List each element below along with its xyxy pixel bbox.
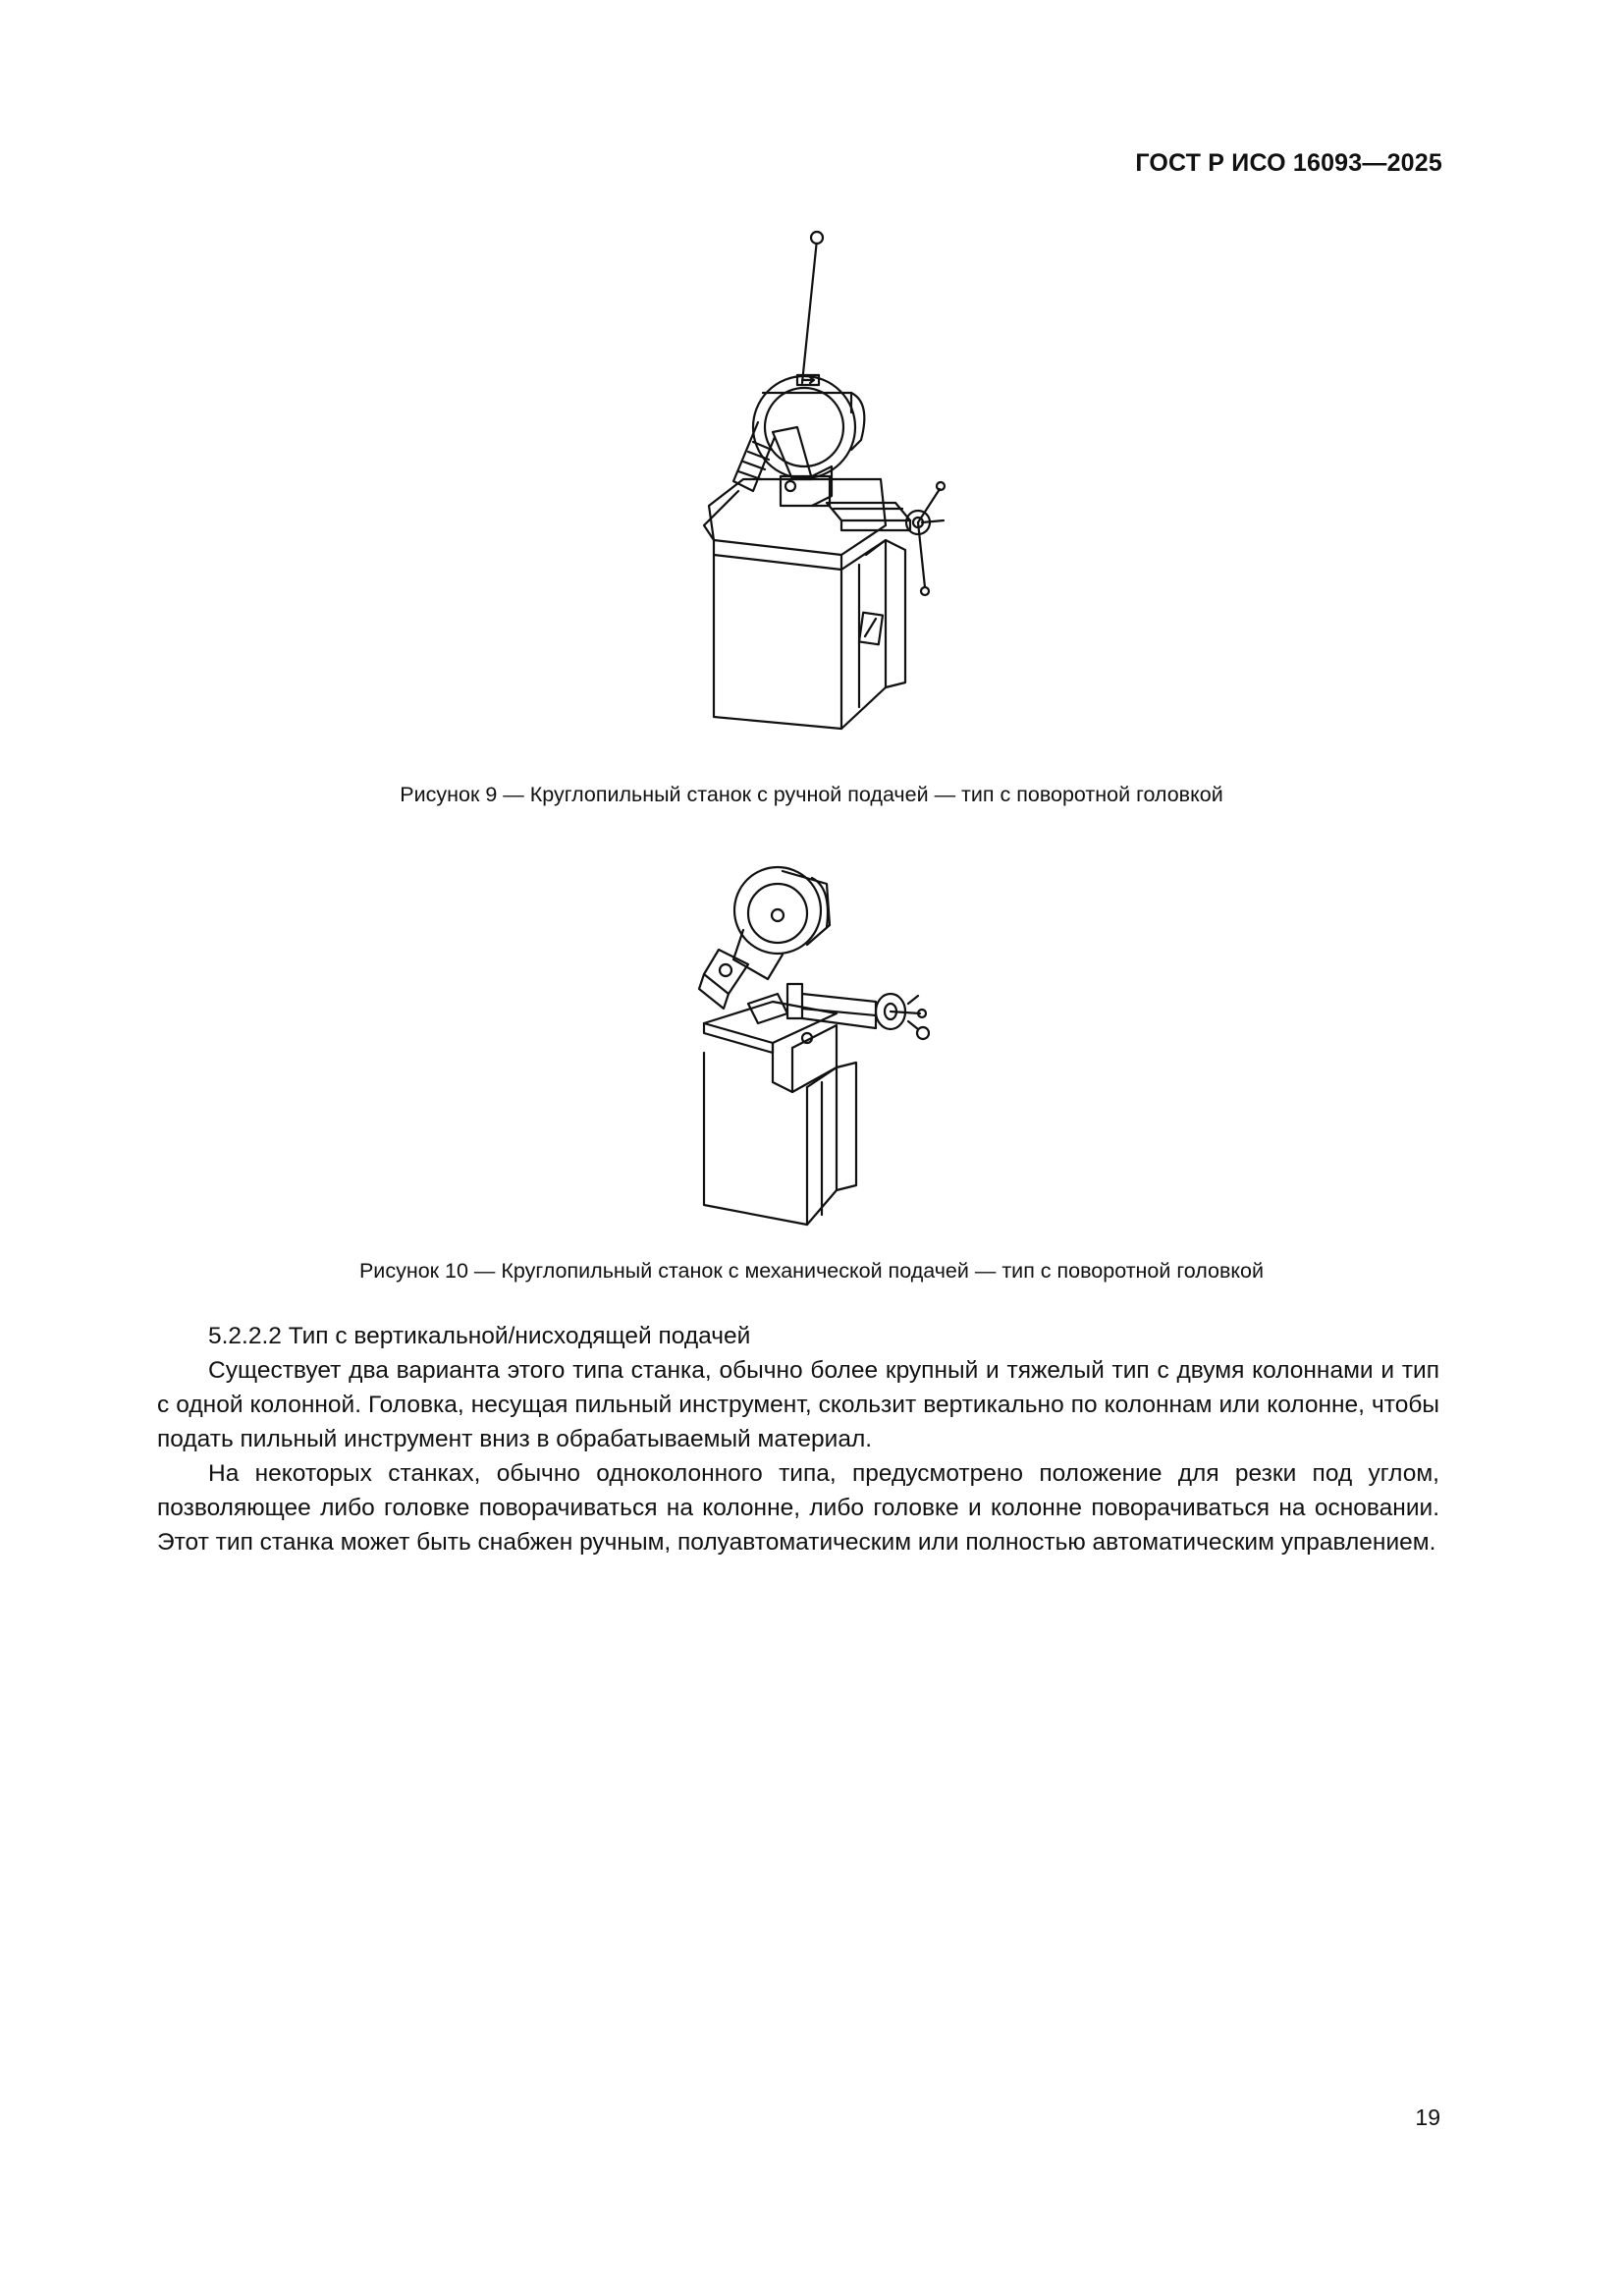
manual-feed-saw-drawing <box>665 226 959 756</box>
paragraph-2-text: На некоторых станках, обычно одноколонного типа, предусмотрено положение для резки под углом, позволяющее либо головке поворачиваться на колонне, либо головке и колонне поворачиваться на основании. Этот тип станка может быть снабжен ручным, полуавтоматическим или полностью автоматическим управлением. <box>157 1460 1439 1556</box>
figure-10-illustration <box>0 856 1623 1230</box>
paragraph-1 <box>157 1353 1439 1456</box>
figure-9-illustration <box>0 226 1623 756</box>
paragraph-2 <box>157 1456 1439 1559</box>
figure-9-caption: Рисунок 9 — Круглопильный станок с ручной подачей — тип с поворотной головкой <box>400 783 1223 806</box>
mechanical-feed-saw-drawing <box>665 856 959 1230</box>
section-heading: 5.2.2.2 Тип с вертикальной/нисходящей подачей <box>208 1323 751 1349</box>
document-code-header: ГОСТ Р ИСО 16093—2025 <box>1135 149 1442 177</box>
figure-10-caption: Рисунок 10 — Круглопильный станок с механической подачей — тип с поворотной головкой <box>358 1259 1265 1283</box>
page-number: 19 <box>1415 2105 1440 2130</box>
paragraph-1-text: Существует два варианта этого типа станка, обычно более крупный и тяжелый тип с двумя колоннами и тип с одной колонной. Головка, несущая пильный инструмент, скользит вертикально по колоннам или колонне, чтобы подать пильный инструмент вниз в обрабатываемый материал. <box>157 1357 1439 1452</box>
